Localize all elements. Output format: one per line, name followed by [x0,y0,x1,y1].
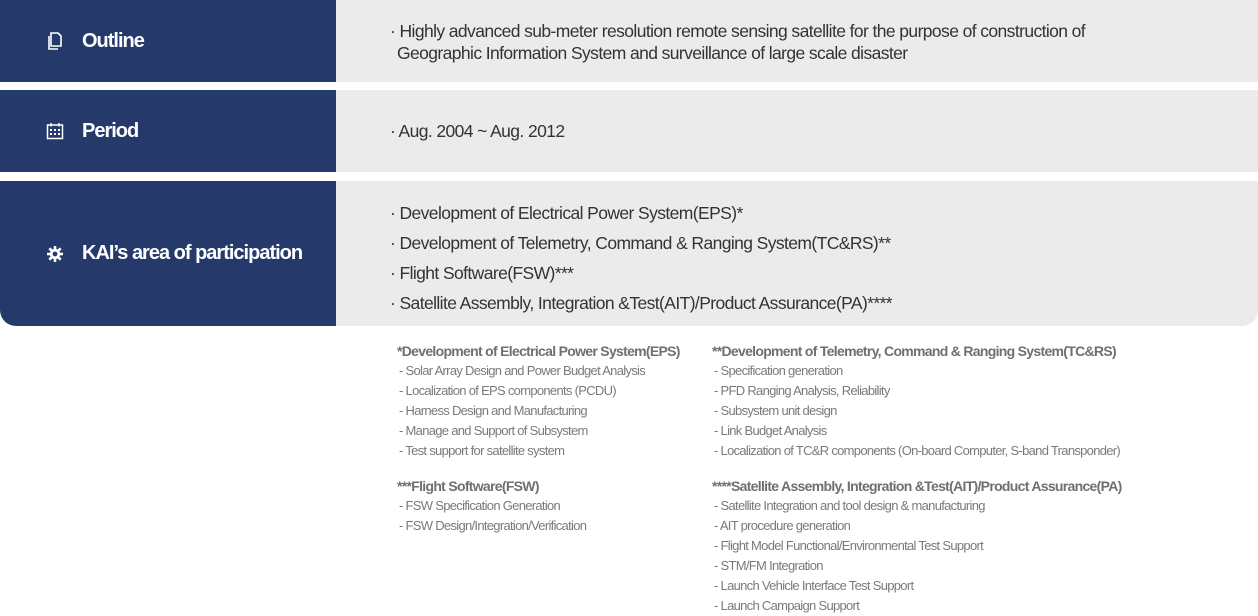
list-item: - Test support for satellite system [399,443,565,458]
list-item: - Launch Vehicle Interface Test Support [714,578,914,593]
gear-icon [45,244,65,264]
participation-row [0,181,1258,326]
outline-text-line2: Geographic Information System and surveillance of large scale disaster [397,43,908,63]
list-item: - FSW Design/Integration/Verification [399,518,587,533]
list-item: - PFD Ranging Analysis, Reliability [714,383,890,398]
participation-label: KAI’s area of participation [82,242,303,264]
list-item: · Development of Electrical Power System(EPS)* [390,203,743,223]
list-item: - Specification generation [714,363,843,378]
outline-row [0,0,1258,82]
list-item: - Link Budget Analysis [714,423,827,438]
list-item: - Harness Design and Manufacturing [399,403,587,418]
list-item: · Satellite Assembly, Integration &Test(AIT)/Product Assurance(PA)**** [390,293,893,313]
period-label-cell [0,90,336,172]
list-item: - Localization of EPS components (PCDU) [399,383,616,398]
ait-note-title: ****Satellite Assembly, Integration &Test(AIT)/Product Assurance(PA) [712,478,1122,494]
fsw-note-title: ***Flight Software(FSW) [397,478,539,494]
ait-note [712,476,1162,616]
outline-text-line1: · Highly advanced sub-meter resolution remote sensing satellite for the purpose of construction of [390,21,1086,41]
period-value: · Aug. 2004 ~ Aug. 2012 [390,120,565,141]
period-content [336,90,1258,172]
calendar-icon [45,121,65,141]
outline-label-cell [0,0,336,82]
list-item: - AIT procedure generation [714,518,851,533]
participation-content [336,181,1258,326]
list-item: - Flight Model Functional/Environmental Test Support [714,538,984,553]
list-item: - Manage and Support of Subsystem [399,423,588,438]
period-row [0,90,1258,172]
list-item: - Launch Campaign Support [714,598,860,613]
list-item: · Development of Telemetry, Command & Ranging System(TC&RS)** [390,233,891,253]
list-item: - Solar Array Design and Power Budget Analysis [399,363,645,378]
list-item: - Satellite Integration and tool design & manufacturing [714,498,985,513]
outline-label: Outline [82,29,144,52]
outline-content [336,0,1258,82]
list-item: - FSW Specification Generation [399,498,561,513]
list-item: · Flight Software(FSW)*** [390,263,574,283]
list-item: - STM/FM Integration [714,558,823,573]
list-item: - Localization of TC&R components (On-board Computer, S-band Transponder) [714,443,1121,458]
period-label: Period [82,119,139,142]
tcrs-note [712,341,1162,461]
eps-note-title: *Development of Electrical Power System(EPS) [397,343,680,359]
document-icon [45,31,65,51]
participation-list [390,181,1258,318]
list-item: - Subsystem unit design [714,403,837,418]
tcrs-note-title: **Development of Telemetry, Command & Ranging System(TC&RS) [712,343,1116,359]
participation-label-cell [0,181,336,326]
